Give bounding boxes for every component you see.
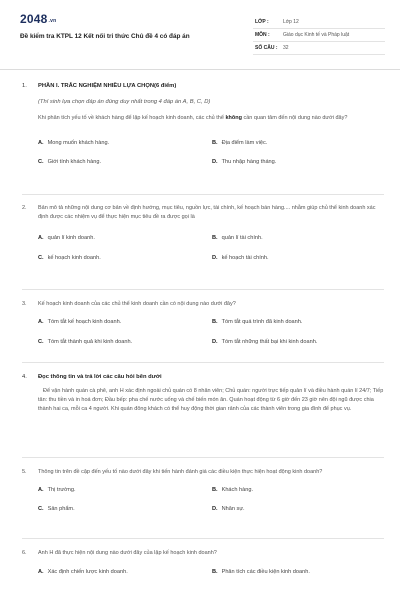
question-number: 6. [22, 550, 27, 556]
meta-row-subject [253, 29, 385, 42]
option-d[interactable]: D. kế hoạch tài chính. [212, 255, 269, 261]
option-a[interactable]: A. Mong muốn khách hàng. [38, 140, 110, 146]
section-note: (Thí sinh lựa chọn đáp án đúng duy nhất trong 4 đáp án A, B, C, D) [38, 99, 211, 105]
question-2 [22, 195, 384, 290]
meta-row-count [253, 42, 385, 55]
question-5 [22, 458, 384, 539]
section-title: PHẦN I. TRẮC NGHIỆM NHIỀU LỰA CHỌN(6 điểm) [38, 83, 177, 89]
brand-logo[interactable] [20, 12, 56, 26]
passage-heading: 4. Đọc thông tin và trả lời các câu hỏi bên dưới [22, 374, 162, 380]
option-b[interactable]: B. Tóm tắt quá trình đã kinh doanh. [212, 319, 303, 325]
question-text: 6. Anh H đã thực hiện nội dung nào dưới đây của lập kế hoạch kinh doanh? [22, 550, 217, 556]
question-1 [22, 78, 384, 195]
question-text: 3. Kế hoạch kinh doanh của các chủ thể kinh doanh cần có nội dung nào dưới đây? [22, 301, 236, 307]
option-d[interactable]: D. Nhân sự. [212, 506, 245, 512]
meta-row-class [253, 16, 385, 29]
option-c[interactable]: C. Tóm tắt thành quả khi kinh doanh. [38, 339, 133, 345]
option-c[interactable]: C. Sản phẩm. [38, 506, 75, 512]
meta-key: MÔN : [255, 32, 270, 38]
option-d[interactable]: D. Thu nhập hàng tháng. [212, 159, 277, 165]
question-number: 4. [22, 374, 27, 380]
option-b[interactable]: B. Địa điểm làm việc. [212, 140, 268, 146]
question-3 [22, 290, 384, 363]
question-number: 1. [22, 83, 27, 89]
section-heading [22, 78, 384, 91]
question-list [22, 78, 384, 595]
option-a[interactable]: A. Tóm tắt kế hoạch kinh doanh. [38, 319, 122, 325]
meta-value: Lớp 12 [283, 19, 299, 25]
option-a[interactable]: A. quản lí kinh doanh. [38, 235, 95, 241]
option-d[interactable]: D. Tóm tắt những thất bại khi kinh doanh. [212, 339, 318, 345]
option-c[interactable]: C. Giới tính khách hàng. [38, 159, 102, 165]
question-number: 3. [22, 301, 27, 307]
question-number: 5. [22, 469, 27, 475]
option-b[interactable]: B. quản lí tài chính. [212, 235, 263, 241]
question-text: 5. Thông tin trên đề cập đến yếu tố nào dưới đây khi tiến hành đánh giá các điều kiện thực hiện hoạt động kinh doanh? [22, 469, 323, 475]
meta-key: LỚP : [255, 19, 269, 25]
brand-name: 2048 [20, 12, 48, 26]
question-text: Khi phân tích yếu tố về khách hàng để lập kế hoạch kinh doanh, các chủ thể không cần quan tâm đến nội dung nào dưới đây? [38, 115, 348, 121]
passage-text: Để vận hành quán cà phê, anh H xác định ngoài chủ quán có 8 nhân viên; Chủ quán: người trực tiếp quản lí và điều hành quán lí 24/7; Tiếp tân: thu tiền và in hoá đơn; Đầu bếp: pha chế nước uống và chế biến món ăn. Quán hoạt động từ 6 giờ đến 23 giờ nên đội ngũ được chia thành hai ca, mỗi ca 4 người. Khi quán đông khách có thể huy động thời gian rảnh của các thành viên trong gia đình để phục vụ. [38, 388, 384, 412]
page-title: Đề kiểm tra KTPL 12 Kết nối tri thức Chủ đề 4 có đáp án [20, 33, 190, 40]
meta-key: SỐ CÂU : [255, 45, 278, 51]
meta-value: Giáo dục Kinh tế và Pháp luật [283, 32, 350, 38]
option-b[interactable]: B. Phân tích các điều kiện kinh doanh. [212, 569, 310, 575]
brand-suffix: .vn [48, 18, 57, 24]
question-text: 2. Bản mô tả những nội dung cơ bản về định hướng, mục tiêu, nguồn lực, tài chính, kế hoạch bán hàng.... nhằm giúp chủ thể kinh doanh xác định được các nhiệm vụ để thực hiện mục tiêu đề ra được gọi là [22, 205, 376, 220]
option-a[interactable]: A. Xác định chiến lược kinh doanh. [38, 569, 128, 575]
question-number: 2. [22, 205, 27, 211]
question-4-passage [22, 363, 384, 458]
option-b[interactable]: B. Khách hàng. [212, 487, 254, 493]
meta-table [253, 16, 385, 55]
page-header [0, 0, 400, 70]
question-6 [22, 539, 384, 595]
option-c[interactable]: C. kế hoạch kinh doanh. [38, 255, 101, 261]
option-a[interactable]: A. Thị trường. [38, 487, 76, 493]
meta-value: 32 [283, 45, 289, 51]
